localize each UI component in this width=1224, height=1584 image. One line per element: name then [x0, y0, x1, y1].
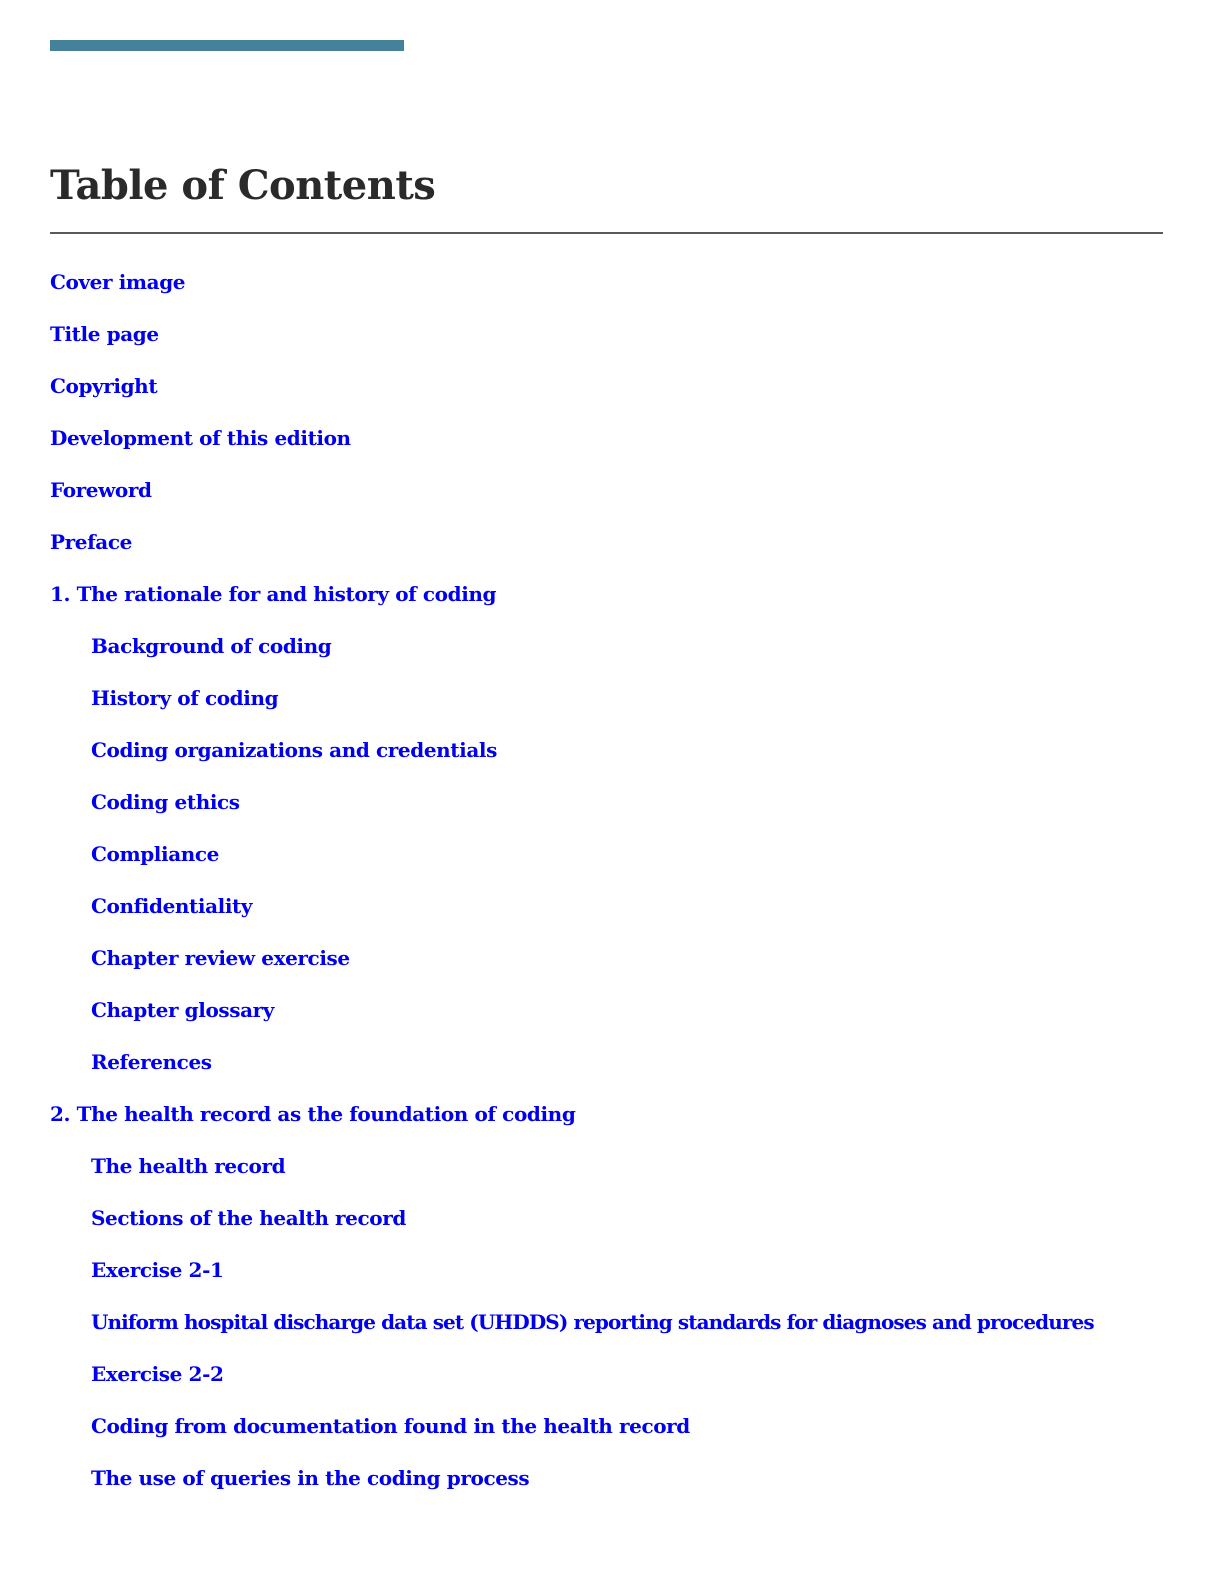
toc-link-coding-organizations-and-credentials[interactable]: Coding organizations and credentials	[91, 738, 497, 762]
toc-link-chapter-glossary[interactable]: Chapter glossary	[91, 998, 275, 1022]
toc-link-confidentiality[interactable]: Confidentiality	[91, 894, 253, 918]
toc-link-history-of-coding[interactable]: History of coding	[91, 686, 279, 710]
toc-link-sections-of-the-health-record[interactable]: Sections of the health record	[91, 1206, 406, 1230]
toc-link-coding-ethics[interactable]: Coding ethics	[91, 790, 240, 814]
toc-link-copyright[interactable]: Copyright	[50, 374, 158, 398]
toc-link-development-of-this-edition[interactable]: Development of this edition	[50, 426, 351, 450]
header-accent-bar	[50, 40, 404, 51]
toc-link-cover-image[interactable]: Cover image	[50, 270, 186, 294]
toc-link-exercise-2-1[interactable]: Exercise 2-1	[91, 1258, 224, 1282]
toc-link-chapter-1[interactable]: 1. The rationale for and history of coding	[50, 582, 497, 606]
toc-link-preface[interactable]: Preface	[50, 530, 132, 554]
toc-link-foreword[interactable]: Foreword	[50, 478, 152, 502]
page-title: Table of Contents	[50, 162, 436, 209]
toc-link-uhdds-reporting-standards[interactable]: Uniform hospital discharge data set (UHDDS) reporting standards for diagnoses and procedures	[91, 1310, 1094, 1334]
toc-link-chapter-2[interactable]: 2. The health record as the foundation of coding	[50, 1102, 576, 1126]
toc-link-exercise-2-2[interactable]: Exercise 2-2	[91, 1362, 224, 1386]
toc-link-use-of-queries[interactable]: The use of queries in the coding process	[91, 1466, 530, 1490]
toc-link-references[interactable]: References	[91, 1050, 212, 1074]
toc-link-chapter-review-exercise[interactable]: Chapter review exercise	[91, 946, 350, 970]
toc-link-compliance[interactable]: Compliance	[91, 842, 220, 866]
toc-link-background-of-coding[interactable]: Background of coding	[91, 634, 332, 658]
toc-link-the-health-record[interactable]: The health record	[91, 1154, 286, 1178]
toc-link-title-page[interactable]: Title page	[50, 322, 159, 346]
toc-link-coding-from-documentation[interactable]: Coding from documentation found in the health record	[91, 1414, 690, 1438]
title-divider	[50, 232, 1163, 234]
toc-list	[50, 264, 1163, 1512]
